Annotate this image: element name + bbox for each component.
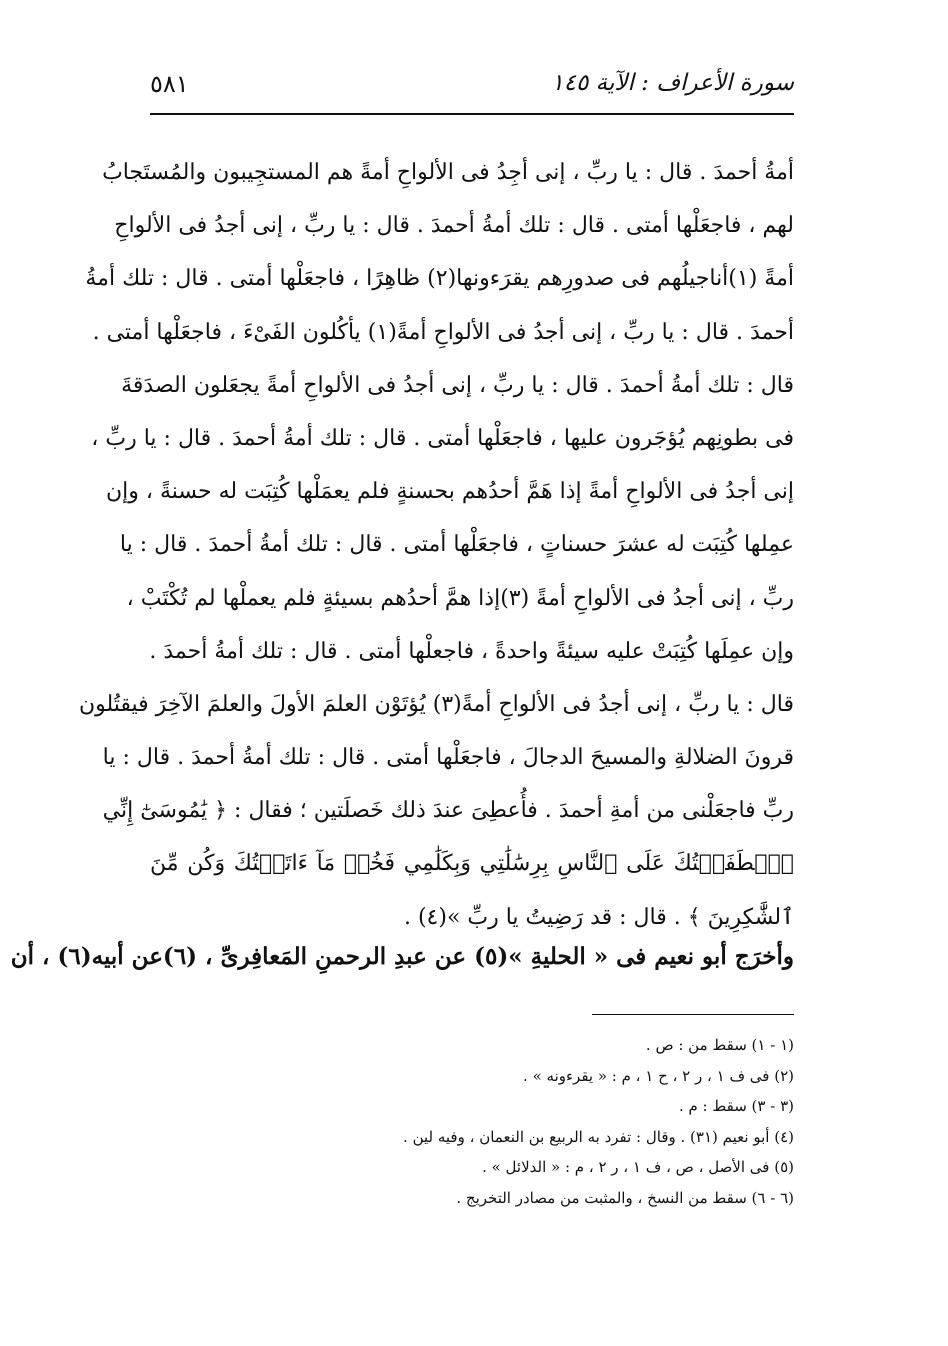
- footnote: (١ - ١) سقط من : ص .: [645, 1036, 794, 1054]
- footnote-separator: [592, 1014, 794, 1015]
- body-line: ربِّ فاجعَلْنى من أمةِ أحمدَ . فأُعطِىَ عندَ ذلك خَصلَتين ؛ فقال : ﴿ يَٰمُوسَىٰٓ إِنِّي: [102, 798, 794, 824]
- running-head: [150, 66, 794, 110]
- body-line: وإن عمِلَها كُتِبَتْ عليه سيئةً واحدةً ، فاجعلْها أمتى . قال : تلك أمةُ أحمدَ .: [149, 638, 794, 664]
- main-paragraph: [78, 146, 794, 944]
- running-title: سورة الأعراف : الآية ١٤٥: [551, 70, 794, 96]
- body-line: أحمدَ . قال : يا ربِّ ، إنى أجدُ فى الألواحِ أمةً(١) يأكُلون الفَىْءَ ، فاجعَلْها أمتى .: [92, 319, 794, 345]
- body-line: أمةً (١)أناجيلُهم فى صدورِهم يقرَءونها(٢) ظاهِرًا ، فاجعَلْها أمتى . قال : تلك أمةُ: [85, 266, 794, 292]
- body-line: لهم ، فاجعَلْها أمتى . قال : تلك أمةُ أحمدَ . قال : يا ربِّ ، إنى أجدُ فى الألواحِ: [114, 213, 794, 239]
- body-line: قال : يا ربِّ ، إنى أجدُ فى الألواحِ أمةً(٣) يُؤتَوْن العلمَ الأولَ والعلمَ الآخِرَ فيقتُلون: [78, 691, 794, 717]
- body-line-last: ٱلشَّٰكِرِينَ ﴾ . قال : قد رَضِيتُ يا ربِّ »(٤) .: [403, 904, 794, 930]
- body-line: عمِلها كُتِبَت له عشرَ حسناتٍ ، فاجعَلْها أمتى . قال : تلك أمةُ أحمدَ . قال : يا: [119, 532, 794, 558]
- footnote: (٢) فى ف ١ ، ر ٢ ، ح ١ ، م : « يقرءونه » .: [523, 1066, 794, 1085]
- body-line: قال : تلك أمةُ أحمدَ . قال : يا ربِّ ، إنى أجدُ فى الألواحِ أمةً يجعَلون الصدَقةَ: [121, 372, 794, 398]
- quran-verse-line: ٱصۡطَفَيۡتُكَ عَلَى ٱلنَّاسِ بِرِسَٰلَٰتِي وَبِكَلَٰمِي فَخُذۡ مَآ ءَاتَيۡتُكَ وَكُن مِّنَ: [150, 851, 794, 877]
- second-paragraph: [10, 930, 794, 983]
- header-rule: [150, 113, 794, 115]
- page-number: ٥٨١: [150, 70, 189, 98]
- paragraph-start-line: وأخرَج أبو نعيم فى « الحليةِ »(٥) عن عبدِ الرحمنِ المَعافِرىِّ ، (٦)عن أبيه(٦) ، أن: [10, 943, 794, 970]
- body-line: أمةُ أحمدَ . قال : يا ربِّ ، إنى أجِدُ فى الألواحِ أمةً هم المستجِيبون والمُستَجابُ: [102, 160, 794, 185]
- footnote: (٥) فى الأصل ، ص ، ف ١ ، ر ٢ ، م : « الدلائل » .: [482, 1158, 794, 1176]
- footnote: (٤) أبو نعيم (٣١) . وقال : تفرد به الربيع بن النعمان ، وفيه لين .: [403, 1127, 794, 1146]
- footnotes: [194, 1030, 794, 1213]
- body-line: إنى أجدُ فى الألواحِ أمةً إذا هَمَّ أحدُهم بحسنةٍ فلم يعمَلْها كُتِبَت له حسنةً ، وإن: [106, 479, 794, 505]
- body-line: فى بطونِهم يُؤجَرون عليها ، فاجعَلْها أمتى . قال : تلك أمةُ أحمدَ . قال : يا ربِّ ،: [91, 425, 794, 451]
- footnote: (٦ - ٦) سقط من النسخ ، والمثبت من مصادر التخريج .: [456, 1188, 794, 1207]
- footnote: (٣ - ٣) سقط : م .: [678, 1097, 794, 1115]
- body-line: ربِّ ، إنى أجدُ فى الألواحِ أمةً (٣)إذا همَّ أحدُهم بسيئةٍ فلم يعملْها لم تُكْتَبْ ،: [126, 585, 794, 611]
- body-line: قرونَ الضلالةِ والمسيحَ الدجالَ ، فاجعَلْها أمتى . قال : تلك أمةُ أحمدَ . قال : يا: [102, 745, 794, 771]
